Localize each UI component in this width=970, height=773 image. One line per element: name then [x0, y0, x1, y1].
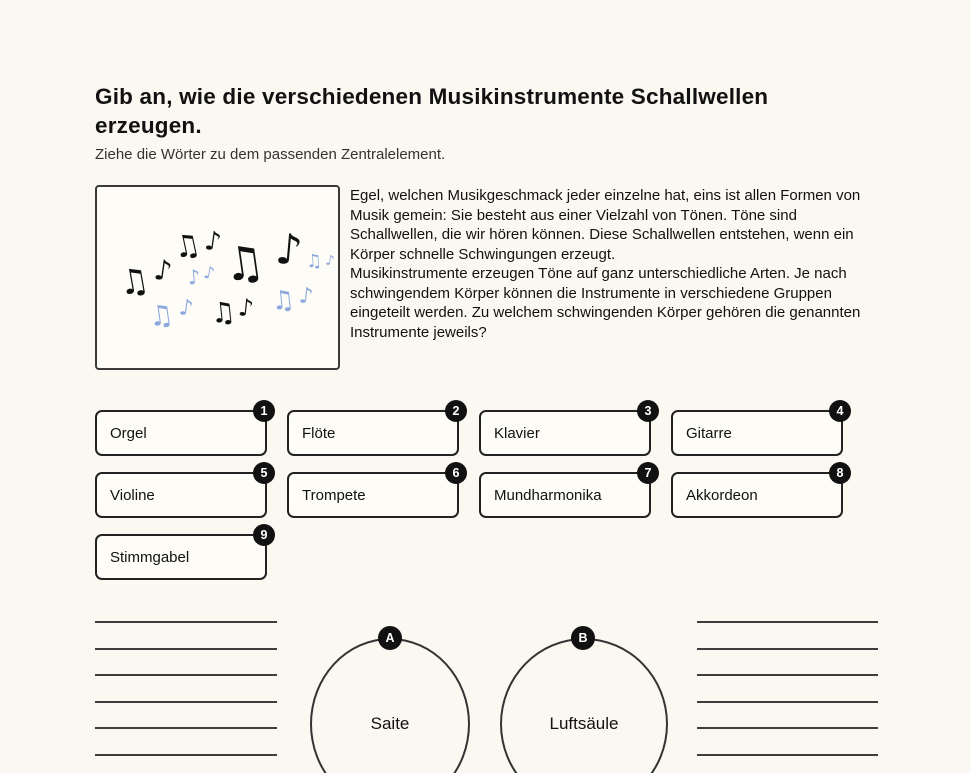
intro-paragraph	[350, 186, 880, 342]
number-badge: 7	[637, 462, 659, 484]
music-note-icon: ♪	[297, 283, 315, 310]
answer-lines-left	[95, 621, 277, 773]
answer-lines-right	[697, 621, 878, 773]
draggable-word-violine[interactable]	[95, 466, 268, 518]
music-note-icon: ♪	[151, 252, 175, 289]
draggable-word-stimmgabel[interactable]	[95, 528, 268, 580]
number-badge: 5	[253, 462, 275, 484]
music-note-icon: ♫	[170, 226, 204, 267]
number-badge: 4	[829, 400, 851, 422]
number-badge: 2	[445, 400, 467, 422]
word-label: Mundharmonika	[494, 486, 602, 504]
intro-paragraph-2: Musikinstrumente erzeugen Töne auf ganz unterschiedliche Arten. Je nach schwingendem Körper können die Instrumente in verschiedene Gruppen eingeteilt werden. Zu welchem schwingenden Körper gehören die genannten Instrumente jeweils?	[350, 265, 861, 341]
number-badge: 1	[253, 400, 275, 422]
answer-line	[95, 674, 277, 676]
draggable-word-mundharmonika[interactable]	[479, 466, 652, 518]
target-badge-b: B	[571, 626, 595, 650]
drop-target-saite[interactable]	[310, 638, 470, 773]
draggable-word-akkordeon[interactable]	[671, 466, 844, 518]
number-badge: 3	[637, 400, 659, 422]
music-note-icon: ♪	[324, 252, 336, 270]
music-note-icon: ♪	[273, 223, 305, 276]
draggable-word-flöte[interactable]	[287, 404, 460, 456]
music-note-icon: ♫	[269, 284, 297, 318]
music-note-icon: ♪	[186, 264, 202, 290]
answer-line	[697, 621, 878, 623]
draggable-word-gitarre[interactable]	[671, 404, 844, 456]
intro-paragraph-1: Egel, welchen Musikgeschmack jeder einzelne hat, eins ist allen Formen von Musik gemein: Sie besteht aus einer Vielzahl von Tönen. Töne sind Schallwellen, die wir hören können. Diese Schallwellen entstehen, wenn ein Körper schnelle Schwingungen erzeugt.	[350, 187, 861, 263]
answer-line	[697, 701, 878, 703]
answer-line	[697, 674, 878, 676]
word-label: Gitarre	[686, 424, 732, 442]
draggable-words-area	[95, 404, 845, 580]
draggable-word-klavier[interactable]	[479, 404, 652, 456]
music-note-icon: ♫	[146, 297, 176, 334]
draggable-word-trompete[interactable]	[287, 466, 460, 518]
word-label: Flöte	[302, 424, 336, 442]
drop-target-label: Saite	[370, 714, 410, 733]
music-note-icon: ♫	[219, 233, 269, 293]
music-note-icon: ♫	[208, 294, 238, 331]
music-note-icon: ♪	[236, 293, 256, 323]
answer-line	[95, 648, 277, 650]
draggable-word-orgel[interactable]	[95, 404, 268, 456]
number-badge: 6	[445, 462, 467, 484]
answer-line	[697, 727, 878, 729]
page-title: Gib an, wie die verschiedenen Musikinstrumente Schallwellen erzeugen.	[95, 84, 769, 138]
word-label: Orgel	[110, 424, 147, 442]
drop-target-label: Luftsäule	[549, 714, 619, 733]
number-badge: 9	[253, 524, 275, 546]
answer-line	[95, 621, 277, 623]
drop-target-luftsaeule[interactable]	[500, 638, 668, 773]
answer-line	[95, 701, 277, 703]
music-note-icon: ♫	[115, 259, 153, 305]
music-note-icon: ♫	[305, 250, 323, 273]
music-note-icon: ♪	[177, 295, 195, 322]
word-label: Klavier	[494, 424, 540, 442]
word-label: Violine	[110, 486, 155, 504]
word-label: Trompete	[302, 486, 366, 504]
number-badge: 8	[829, 462, 851, 484]
music-note-icon: ♪	[202, 262, 217, 285]
music-note-icon: ♪	[202, 225, 224, 259]
word-label: Stimmgabel	[110, 548, 190, 566]
answer-line	[95, 727, 277, 729]
answer-line	[95, 754, 277, 756]
answer-line	[697, 648, 878, 650]
answer-line	[697, 754, 878, 756]
music-notes-image	[95, 185, 340, 370]
word-label: Akkordeon	[686, 486, 758, 504]
target-badge-a: A	[378, 626, 402, 650]
instruction-text: Ziehe die Wörter zu dem passenden Zentralelement.	[95, 146, 446, 163]
